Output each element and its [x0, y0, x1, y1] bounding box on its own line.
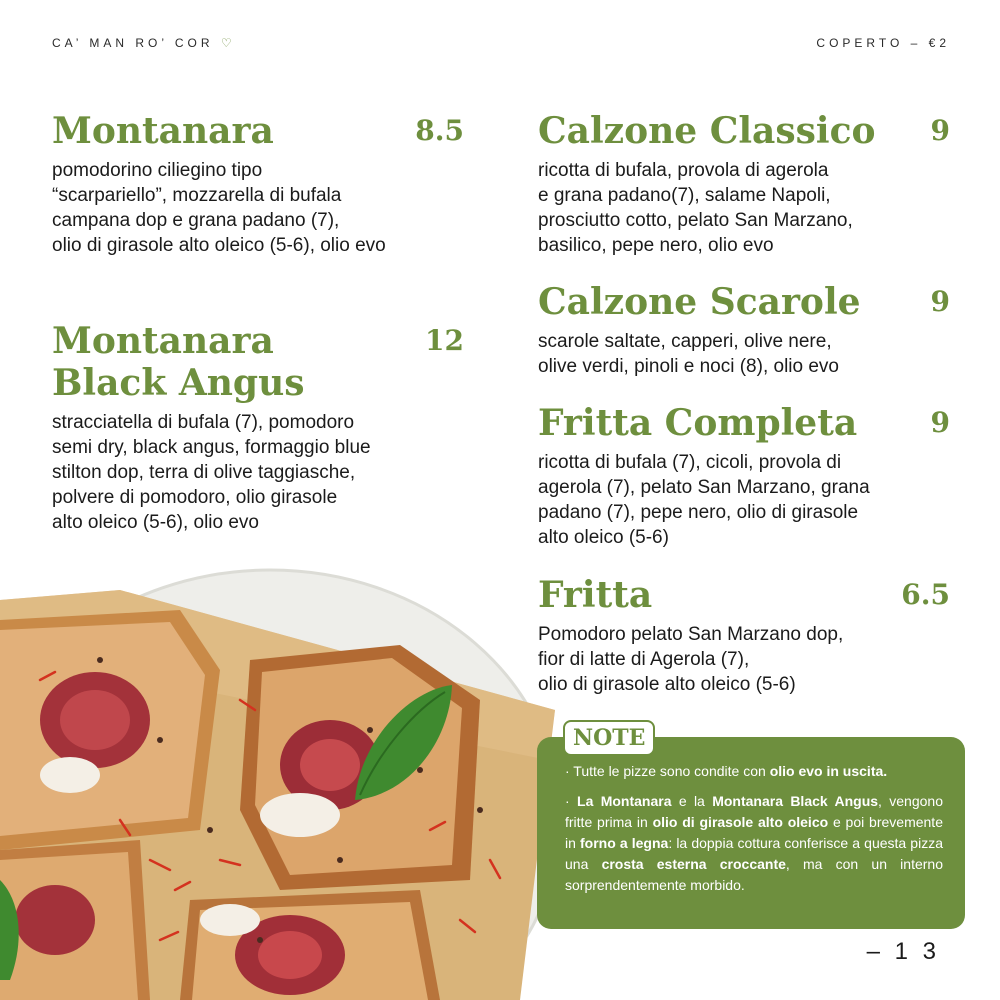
note-box [537, 737, 965, 929]
item-title: Montanara [52, 110, 274, 152]
note-text: , ma con un interno sorprendentemente morbido. [565, 856, 943, 893]
item-title: Calzone Classico [538, 110, 876, 152]
item-description: scarole saltate, capperi, olive nere, olive verdi, pinoli e noci (8), olio evo [538, 331, 839, 377]
item-description: pomodorino ciliegino tipo “scarpariello”, mozzarella di bufala campana dop e grana padano (7), olio di girasole alto oleico (5-6), olio evo [52, 160, 386, 256]
note-bold: forno a legna [580, 835, 669, 851]
menu-item-fritta [538, 574, 950, 697]
coperto-price: COPERTO – €2 [816, 36, 950, 50]
item-title-line1: Montanara [52, 320, 274, 362]
item-price: 9 [930, 114, 950, 147]
item-title-line2: Black Angus [52, 362, 305, 404]
note-bold: olio di girasole alto oleico [652, 814, 829, 830]
note-text: e la [671, 793, 713, 809]
note-bold: La Montanara [577, 793, 672, 809]
note-text: , vengono fritte prima in [565, 793, 943, 830]
pizza-photo [0, 560, 560, 1000]
menu-item-calzone-classico [538, 110, 950, 258]
brand-text: CA’ MAN RO’ COR [52, 36, 214, 50]
item-description: stracciatella di bufala (7), pomodoro semi dry, black angus, formaggio blue stilton dop, terra di olive taggiasche, polvere di pomodoro, olio girasole alto oleico (5-6), olio evo [52, 412, 371, 533]
item-price: 8.5 [415, 114, 464, 147]
note-line-1 [565, 761, 945, 782]
note-text: · [565, 793, 578, 809]
note-line-2 [565, 791, 943, 896]
note-bold: crosta esterna croccante [601, 856, 786, 872]
item-description: ricotta di bufala (7), cicoli, provola di agerola (7), pelato San Marzano, grana padano (7), pepe nero, olio di girasole alto oleico (5-6) [538, 452, 870, 548]
menu-item-fritta-completa [538, 402, 950, 550]
item-title: Fritta [538, 574, 653, 616]
note-label: NOTE [563, 720, 655, 756]
item-title: Fritta Completa [538, 402, 858, 444]
item-price: 12 [425, 324, 464, 357]
note-line-1-bold: olio evo in uscita. [769, 763, 888, 779]
page-number: – 1 3 [866, 938, 940, 965]
brand-name [52, 36, 236, 50]
item-price: 9 [930, 285, 950, 318]
note-line-1-text: · Tutte le pizze sono condite con [565, 763, 770, 779]
note-text: : la doppia cottura conferisce a questa pizza una [565, 835, 943, 872]
note-text: e poi brevemente in [565, 814, 943, 851]
item-description: Pomodoro pelato San Marzano dop, fior di latte di Agerola (7), olio di girasole alto oleico (5-6) [538, 624, 844, 695]
menu-item-montanara [52, 110, 464, 258]
item-description: ricotta di bufala, provola di agerola e grana padano(7), salame Napoli, prosciutto cotto, pelato San Marzano, basilico, pepe nero, olio evo [538, 160, 853, 256]
item-price: 6.5 [901, 578, 950, 611]
menu-item-montanara-black-angus [52, 320, 464, 535]
menu-item-calzone-scarole [538, 281, 950, 379]
item-title: Calzone Scarole [538, 281, 861, 323]
item-price: 9 [930, 406, 950, 439]
heart-icon: ♡ [220, 36, 236, 50]
note-bold: Montanara Black Angus [712, 793, 879, 809]
item-title [52, 320, 464, 404]
